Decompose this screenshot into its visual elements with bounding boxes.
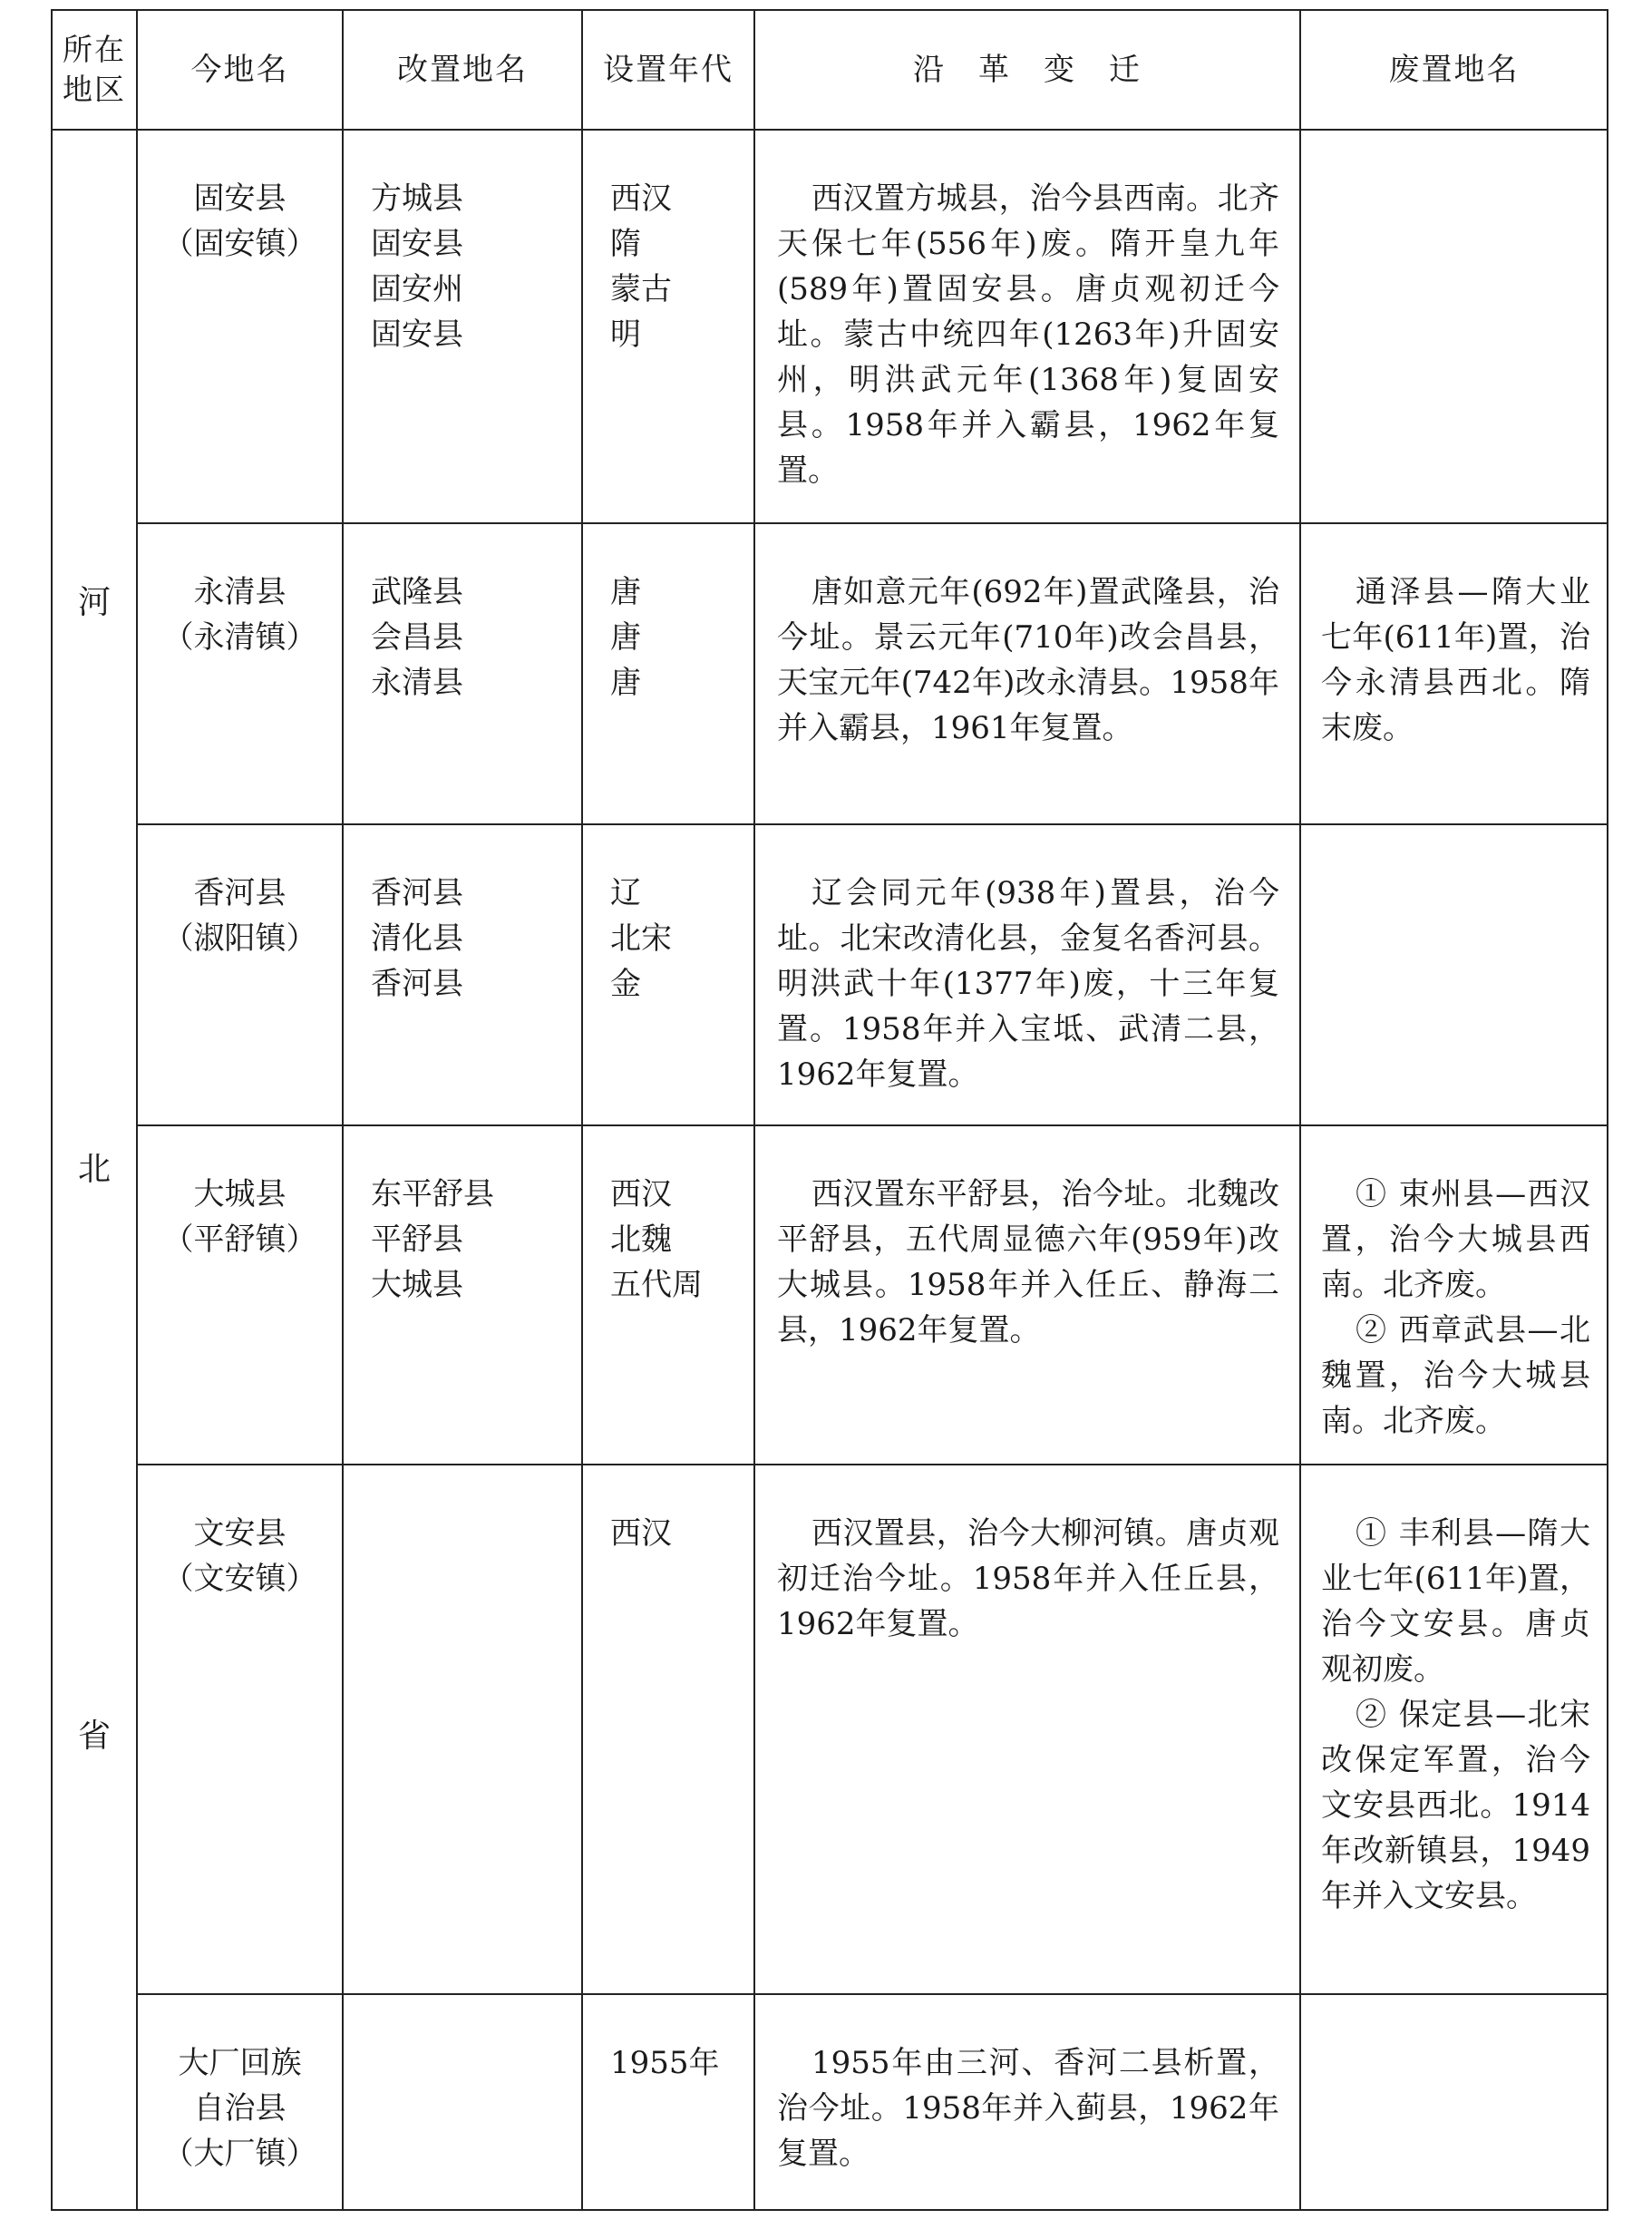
changed-names-cell — [343, 130, 582, 523]
era: 金 — [610, 966, 641, 1002]
current-name-suffix: 自治县 — [193, 2090, 287, 2127]
era: 辽 — [610, 875, 641, 911]
changed-name: 平舒县 — [371, 1222, 463, 1258]
header-row — [52, 10, 1608, 130]
current-name: 文安县 — [193, 1515, 287, 1552]
era: 西汉 — [610, 1176, 672, 1212]
current-name: 永清县 — [193, 574, 287, 610]
changed-name: 固安县 — [371, 226, 463, 262]
history-text: 西汉置县，治今大柳河镇。唐贞观初迁治今址。1958年并入任丘县，1962年复置。 — [777, 1515, 1279, 1642]
current-name: 大城县 — [193, 1176, 287, 1212]
era: 1955年 — [610, 2045, 720, 2081]
changed-name: 方城县 — [371, 180, 463, 217]
changed-name: 会昌县 — [371, 619, 463, 656]
changed-name: 固安州 — [371, 271, 463, 307]
era: 五代周 — [610, 1267, 703, 1303]
era: 唐 — [610, 574, 641, 610]
current-name: 香河县 — [193, 875, 287, 911]
eras-cell — [582, 1994, 754, 2210]
abandoned-entry: ① 束州县—西汉置，治今大城县西南。北齐废。 — [1321, 1176, 1590, 1303]
current-name-cell — [137, 130, 343, 523]
abandoned-entry: 通泽县—隋大业七年(611年)置，治今永清县西北。隋末废。 — [1321, 574, 1590, 746]
current-name: 固安县 — [193, 180, 287, 217]
header-current-name: 今地名 — [137, 10, 343, 130]
history-cell — [754, 824, 1300, 1125]
current-name: 大厂回族 — [178, 2045, 302, 2081]
table-row — [52, 1465, 1608, 1994]
abandoned-cell — [1300, 1465, 1608, 1994]
current-seat: （永清镇） — [162, 619, 317, 656]
changed-name: 武隆县 — [371, 574, 463, 610]
history-text: 唐如意元年(692年)置武隆县，治今址。景云元年(710年)改会昌县，天宝元年(742年)改永清县。1958年并入霸县，1961年复置。 — [777, 574, 1279, 746]
history-text: 西汉置方城县，治今县西南。北齐天保七年(556年)废。隋开皇九年(589年)置固安县。唐贞观初迁今址。蒙古中统四年(1263年)升固安州，明洪武元年(1368年)复固安县。1958年并入霸县，1962年复置。 — [777, 180, 1279, 489]
header-established-era: 设置年代 — [582, 10, 754, 130]
table-row — [52, 824, 1608, 1125]
changed-names-cell — [343, 1465, 582, 1994]
abandoned-cell — [1300, 1125, 1608, 1465]
region-cell — [52, 130, 137, 2210]
header-abandoned-name: 废置地名 — [1300, 10, 1608, 130]
header-region: 所在地区 — [52, 10, 137, 130]
current-name-cell — [137, 523, 343, 824]
changed-names-cell — [343, 824, 582, 1125]
abandoned-entry: ② 西章武县—北魏置，治今大城县南。北齐废。 — [1321, 1312, 1590, 1439]
changed-names-cell — [343, 1994, 582, 2210]
era: 西汉 — [610, 1515, 672, 1552]
abandoned-cell — [1300, 1994, 1608, 2210]
region-char: 河 — [77, 584, 111, 621]
eras-cell — [582, 130, 754, 523]
table-row — [52, 523, 1608, 824]
eras-cell — [582, 523, 754, 824]
history-cell — [754, 1994, 1300, 2210]
current-name-cell — [137, 824, 343, 1125]
history-cell — [754, 1125, 1300, 1465]
table-row — [52, 1994, 1608, 2210]
current-seat: （固安镇） — [162, 226, 317, 262]
abandoned-entry: ① 丰利县—隋大业七年(611年)置，治今文安县。唐贞观初废。 — [1321, 1515, 1590, 1688]
changed-name: 香河县 — [371, 966, 463, 1002]
table-row — [52, 1125, 1608, 1465]
changed-names-cell — [343, 523, 582, 824]
changed-name: 大城县 — [371, 1267, 463, 1303]
abandoned-cell — [1300, 130, 1608, 523]
changed-name: 永清县 — [371, 665, 463, 701]
current-name-cell — [137, 1125, 343, 1465]
table-row — [52, 130, 1608, 523]
era: 北魏 — [610, 1222, 672, 1258]
header-changed-name: 改置地名 — [343, 10, 582, 130]
era: 明 — [610, 316, 641, 353]
era: 唐 — [610, 619, 641, 656]
region-char: 省 — [77, 1718, 111, 1755]
current-name-cell — [137, 1465, 343, 1994]
changed-name: 清化县 — [371, 920, 463, 957]
history-cell — [754, 1465, 1300, 1994]
region-char: 北 — [77, 1151, 111, 1188]
history-text: 西汉置东平舒县，治今址。北魏改平舒县，五代周显德六年(959年)改大城县。1958年并入任丘、静海二县，1962年复置。 — [777, 1176, 1279, 1348]
era: 北宋 — [610, 920, 672, 957]
era: 唐 — [610, 665, 641, 701]
current-seat: （文安镇） — [162, 1561, 317, 1597]
changed-name: 东平舒县 — [371, 1176, 494, 1212]
header-history: 沿 革 变 迁 — [754, 10, 1300, 130]
eras-cell — [582, 1465, 754, 1994]
era: 西汉 — [610, 180, 672, 217]
history-cell — [754, 523, 1300, 824]
current-seat: （大厂镇） — [162, 2136, 317, 2172]
era: 蒙古 — [610, 271, 672, 307]
changed-names-cell — [343, 1125, 582, 1465]
eras-cell — [582, 824, 754, 1125]
history-cell — [754, 130, 1300, 523]
abandoned-entry: ② 保定县—北宋改保定军置，治今文安县西北。1914年改新镇县，1949年并入文安县。 — [1321, 1697, 1590, 1914]
history-text: 1955年由三河、香河二县析置，治今址。1958年并入蓟县，1962年复置。 — [777, 2045, 1279, 2172]
era: 隋 — [610, 226, 641, 262]
eras-cell — [582, 1125, 754, 1465]
changed-name: 固安县 — [371, 316, 463, 353]
current-seat: （淑阳镇） — [162, 920, 317, 957]
history-text: 辽会同元年(938年)置县，治今址。北宋改清化县，金复名香河县。明洪武十年(1377年)废，十三年复置。1958年并入宝坻、武清二县，1962年复置。 — [777, 875, 1279, 1093]
current-seat: （平舒镇） — [162, 1222, 317, 1258]
abandoned-cell — [1300, 523, 1608, 824]
abandoned-cell — [1300, 824, 1608, 1125]
current-name-cell — [137, 1994, 343, 2210]
changed-name: 香河县 — [371, 875, 463, 911]
history-table — [51, 9, 1608, 2211]
